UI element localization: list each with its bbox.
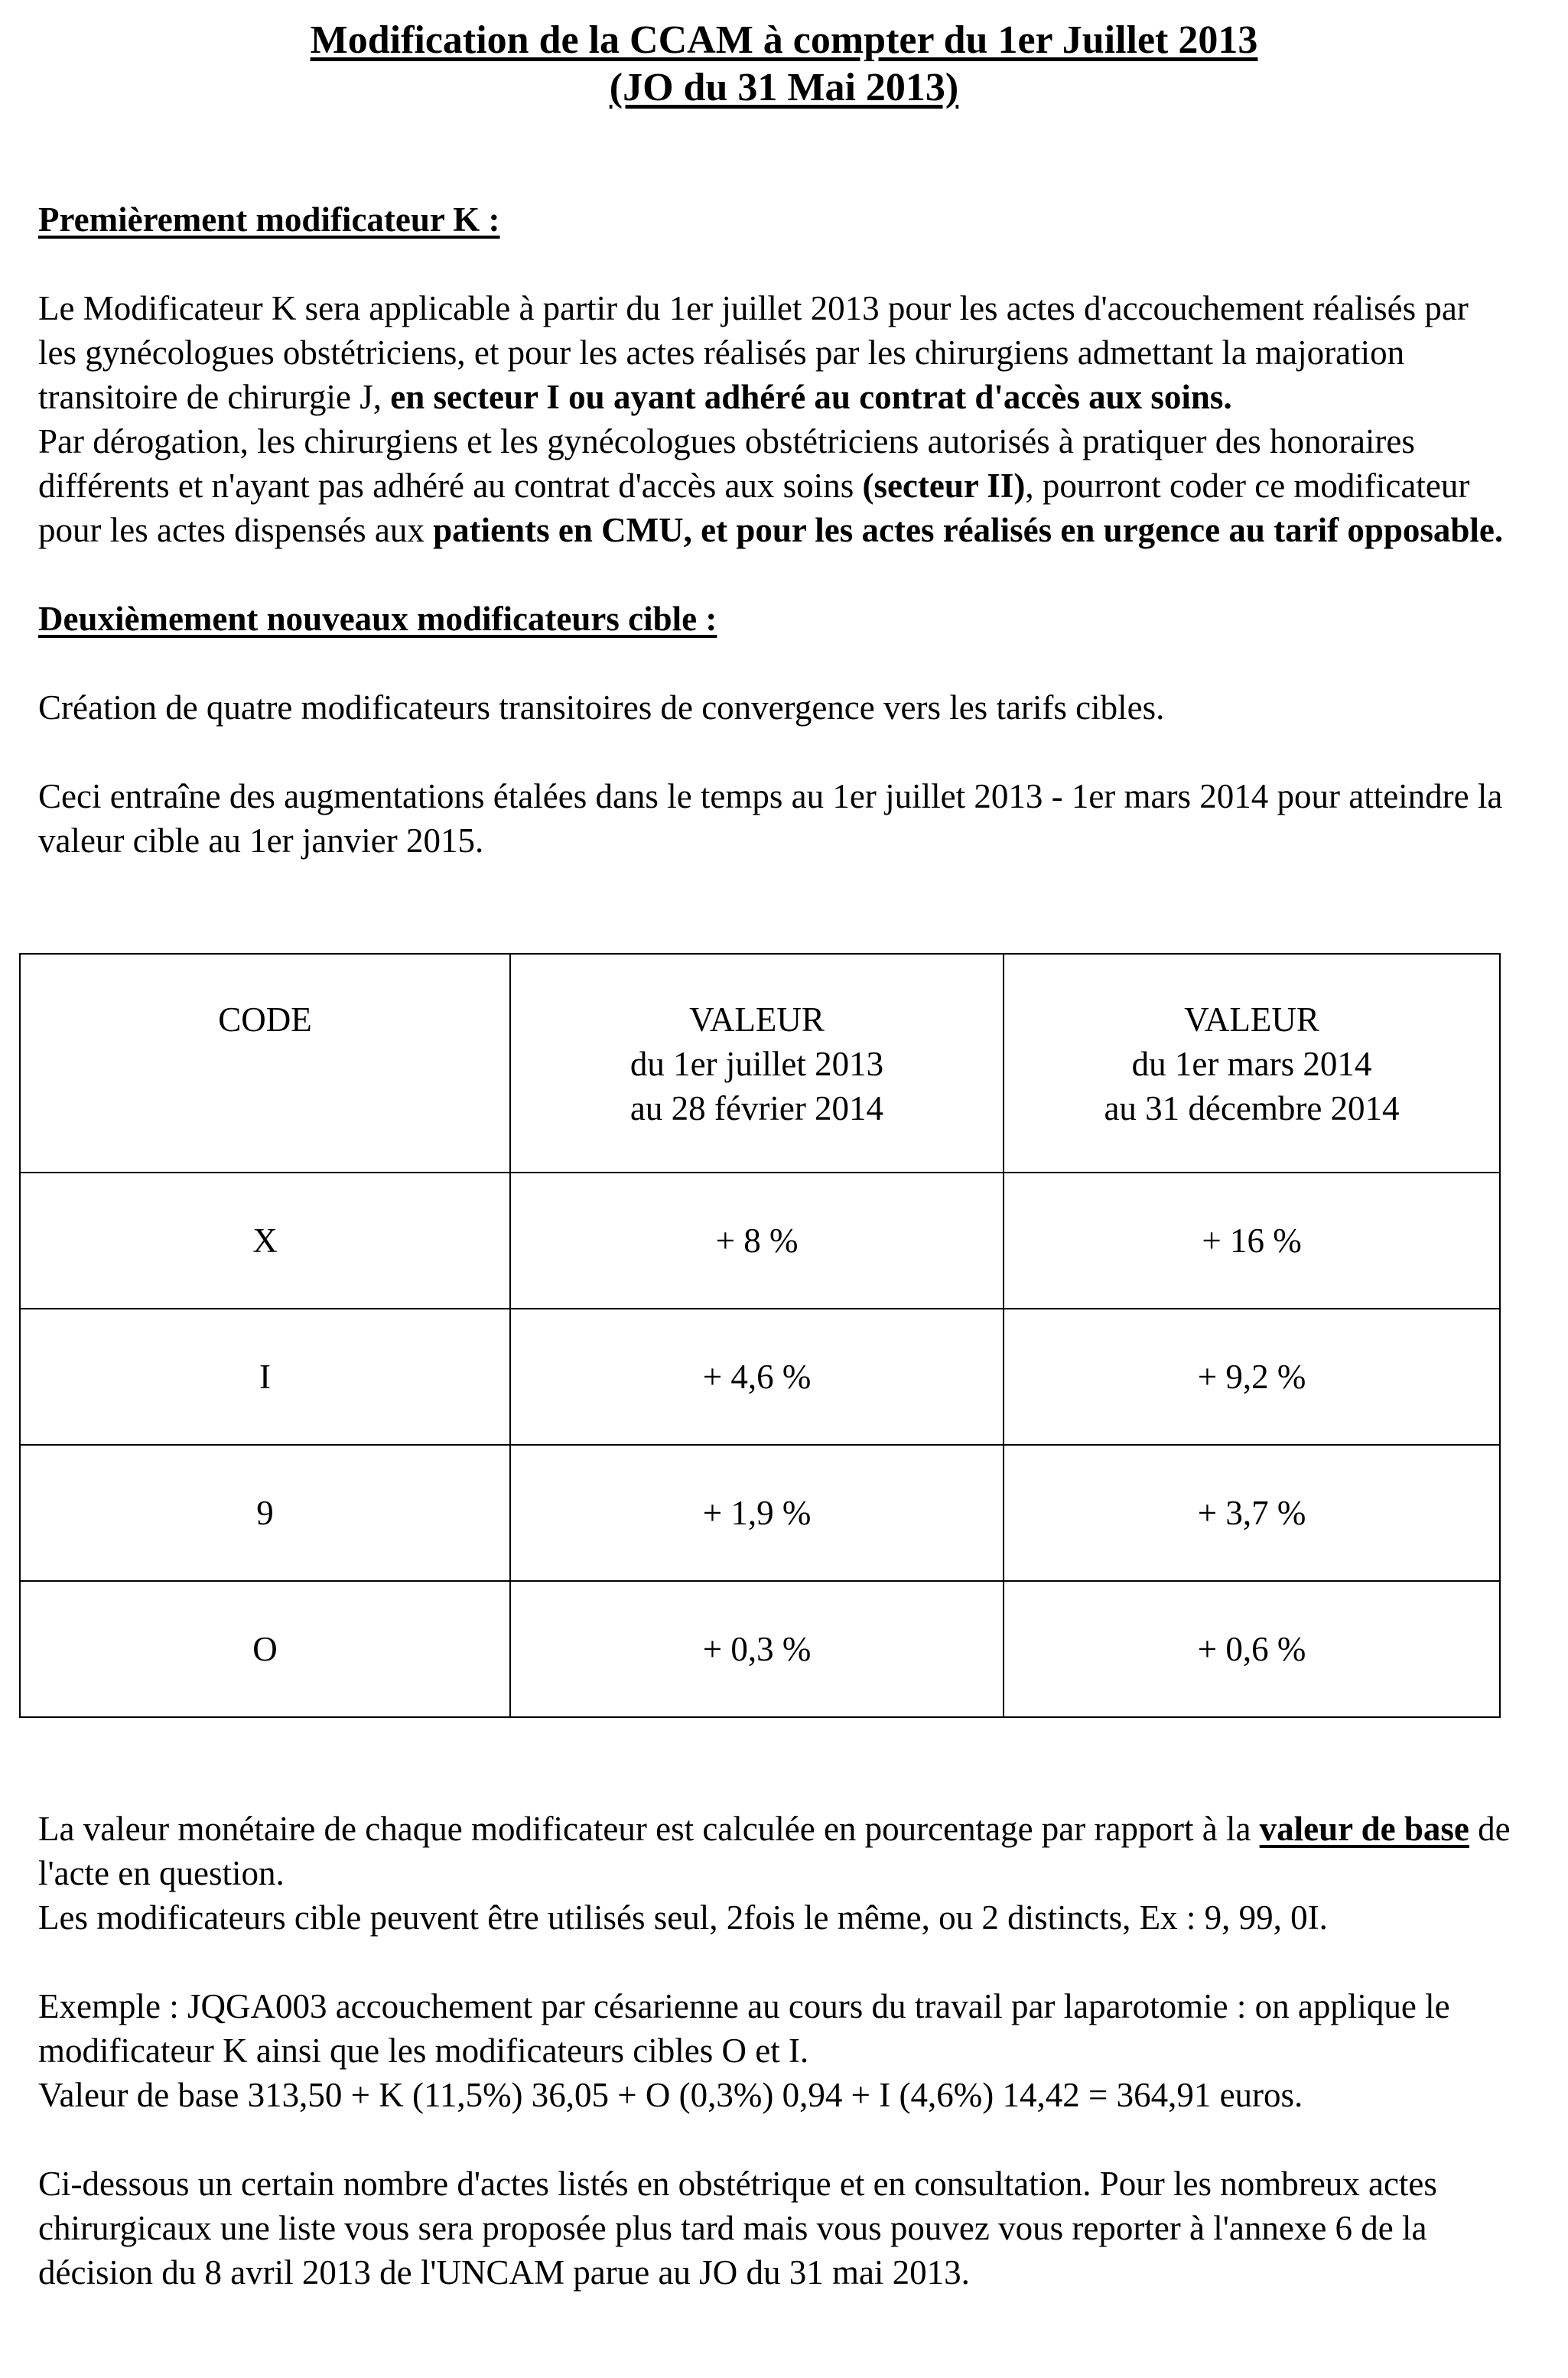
table-header-row bbox=[20, 954, 1500, 1173]
header-label: du 1er juillet 2013 bbox=[629, 1045, 884, 1083]
text-segment: Valeur de base 313,50 + K (11,5%) 36,05 + O (0,3%) 0,94 + I (4,6%) 14,42 = 364,91 euros. bbox=[38, 2076, 1303, 2114]
text-segment: La valeur monétaire de chaque modificateur est calculée en pourcentage par rapport à la bbox=[38, 1810, 1260, 1848]
header-code-label: CODE bbox=[218, 1000, 312, 1039]
section-heading-modificateurs-cible: Deuxièmement nouveaux modificateurs cible : bbox=[38, 600, 717, 638]
header-label: du 1er mars 2014 bbox=[1131, 1045, 1372, 1083]
paragraph-exemple bbox=[38, 1984, 1514, 2117]
header-code bbox=[20, 954, 510, 1173]
cell-code: O bbox=[20, 1581, 510, 1717]
cell-code: I bbox=[20, 1309, 510, 1445]
paragraph-augmentations: Ceci entraîne des augmentations étalées dans le temps au 1er juillet 2013 - 1er mars 2014 pour atteindre la valeur cible au 1er janvier 2015. bbox=[38, 777, 1503, 860]
paragraph-modificateur-k-application bbox=[38, 286, 1514, 419]
paragraph-valeur-monetaire bbox=[38, 1807, 1514, 1940]
text-segment: Les modificateurs cible peuvent être utilisés seul, 2fois le même, ou 2 distincts, Ex : 9, 99, 0I. bbox=[38, 1898, 1328, 1937]
cell-valeur-2: + 3,7 % bbox=[1004, 1445, 1500, 1581]
cell-code: X bbox=[20, 1173, 510, 1309]
bold-text-segment: en secteur I ou ayant adhéré au contrat d'accès aux soins. bbox=[390, 378, 1232, 416]
header-valeur-2014 bbox=[1004, 954, 1500, 1173]
paragraph-derogation bbox=[38, 419, 1514, 552]
modificateurs-table bbox=[19, 953, 1501, 1718]
cell-valeur-1: + 4,6 % bbox=[510, 1309, 1004, 1445]
table-row bbox=[20, 1173, 1500, 1309]
text-segment: Exemple : JQGA003 accouchement par césarienne au cours du travail par laparotomie : on applique le modificateur K ainsi que les modificateurs cibles O et I. bbox=[38, 1987, 1450, 2070]
header-label: VALEUR bbox=[1184, 1000, 1319, 1039]
cell-valeur-2: + 9,2 % bbox=[1004, 1309, 1500, 1445]
document-page bbox=[38, 17, 1514, 2295]
header-label: VALEUR bbox=[689, 1000, 825, 1039]
cell-valeur-1: + 8 % bbox=[510, 1173, 1004, 1309]
text-segment: de l'acte en question. bbox=[38, 1810, 1511, 1892]
title-line-2: (JO du 31 Mai 2013) bbox=[609, 66, 959, 109]
table-row bbox=[20, 1445, 1500, 1581]
cell-code: 9 bbox=[20, 1445, 510, 1581]
section-heading-modificateur-k: Premièrement modificateur K : bbox=[38, 200, 500, 239]
paragraph-ci-dessous: Ci-dessous un certain nombre d'actes listés en obstétrique et en consultation. Pour les nombreux actes chirurgicaux une liste vous sera proposée plus tard mais vous pouvez vous reporter à l'annexe 6 de la décision du 8 avril 2013 de l'UNCAM parue au JO du 31 mai 2013. bbox=[38, 2165, 1437, 2292]
cell-valeur-1: + 0,3 % bbox=[510, 1581, 1004, 1717]
cell-valeur-2: + 0,6 % bbox=[1004, 1581, 1500, 1717]
text-segment: Le Modificateur K sera applicable à partir du 1er juillet 2013 pour les actes d'accouchement réalisés par les gynécologues obstétriciens, et pour les actes réalisés par les chirurgiens admettant la majoration transitoire de chirurgie J, bbox=[38, 289, 1469, 416]
table-row bbox=[20, 1581, 1500, 1717]
document-title bbox=[54, 17, 1514, 112]
cell-valeur-1: + 1,9 % bbox=[510, 1445, 1004, 1581]
bold-underlined-text: valeur de base bbox=[1259, 1810, 1469, 1848]
table-row bbox=[20, 1309, 1500, 1445]
header-valeur-2013 bbox=[510, 954, 1004, 1173]
cell-valeur-2: + 16 % bbox=[1004, 1173, 1500, 1309]
text-segment: Par dérogation, les chirurgiens et les gynécologues obstétriciens autorisés à pratiquer des honoraires différents et n'ayant pas adhéré au contrat d'accès aux soins bbox=[38, 422, 1415, 505]
text-segment: , pourront coder ce modificateur pour les actes dispensés aux bbox=[38, 467, 1470, 549]
header-label: au 31 décembre 2014 bbox=[1104, 1089, 1400, 1127]
title-line-1: Modification de la CCAM à compter du 1er Juillet 2013 bbox=[310, 18, 1258, 62]
bold-text-segment: (secteur II) bbox=[862, 467, 1026, 505]
header-label: au 28 février 2014 bbox=[629, 1089, 884, 1127]
paragraph-creation-modificateurs: Création de quatre modificateurs transitoires de convergence vers les tarifs cibles. bbox=[38, 688, 1165, 727]
bold-text-segment: patients en CMU, et pour les actes réalisés en urgence au tarif opposable. bbox=[433, 511, 1504, 549]
